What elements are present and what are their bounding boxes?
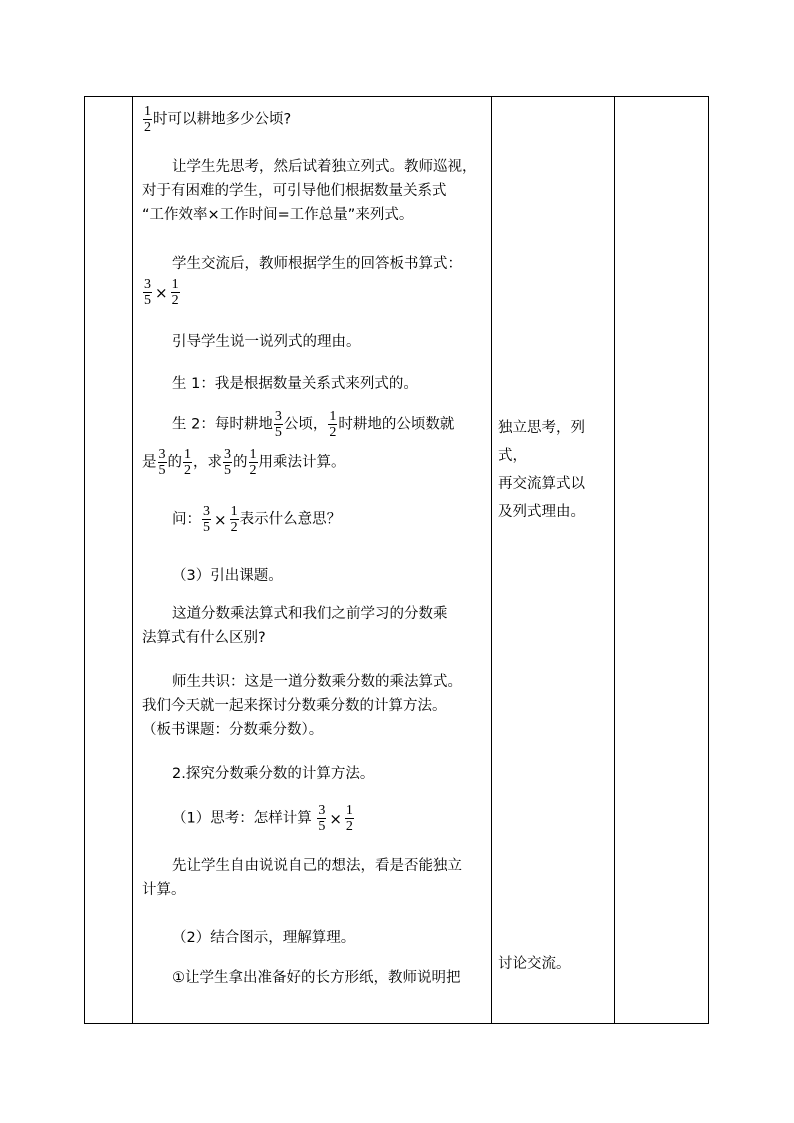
free-discussion-paragraph: 先让学生自由说说自己的想法，看是否能独立 计算。 [142, 858, 462, 898]
think-step: （1）思考：怎样计算 $\frac{3}{5}$ × $\frac{1}{2}$ [172, 803, 353, 834]
step-3-heading: （3）引出课题。 [172, 568, 283, 584]
board-formula: $\frac{3}{5}$ × $\frac{1}{2}$ [144, 277, 179, 308]
question-continuation: $\frac{1}{2}$ 时可以耕地多少公顷? [144, 104, 292, 135]
fraction: $\frac{1}{2}$ [230, 504, 238, 535]
paper-activity: ①让学生拿出准备好的长方形纸，教师说明把 [172, 970, 461, 986]
fraction: $\frac{1}{2}$ [345, 803, 353, 834]
fraction: $\frac{3}{5}$ [274, 409, 282, 440]
column-divider [614, 97, 615, 1023]
student-2-answer-line1: 生 2：每时耕地 $\frac{3}{5}$ 公顷， $\frac{1}{2}$ 时耕地的公顷数就 [172, 409, 455, 440]
teaching-process-cell [134, 97, 491, 1023]
fraction: $\frac{3}{5}$ [318, 803, 326, 834]
fraction: $\frac{3}{5}$ [224, 447, 231, 478]
fraction: $\frac{3}{5}$ [203, 504, 210, 535]
step-2-heading: （2）结合图示，理解算理。 [172, 930, 356, 946]
lesson-plan-table [84, 96, 709, 1024]
fraction: $\frac{1}{2}$ [171, 277, 179, 308]
consensus-paragraph: 师生共识：这是一道分数乘分数的乘法算式。 我们今天就一起来探讨分数乘分数的计算方法。 （板书课题：分数乘分数）。 [142, 674, 462, 738]
fraction: $\frac{3}{5}$ [158, 447, 166, 478]
activity-note: 独立思考，列式， 再交流算式以 及列式理由。 [498, 420, 585, 520]
board-formula-intro: 学生交流后，教师根据学生的回答板书算式： [172, 256, 462, 272]
fraction: $\frac{1}{2}$ [144, 104, 151, 135]
section-2-heading: 2.探究分数乘分数的计算方法。 [172, 766, 375, 782]
fraction: $\frac{3}{5}$ [144, 277, 151, 308]
reason-prompt: 引导学生说一说列式的理由。 [172, 334, 361, 350]
meaning-question: 问： $\frac{3}{5}$ × $\frac{1}{2}$ 表示什么意思？ [172, 504, 342, 535]
fraction: $\frac{1}{2}$ [184, 447, 191, 478]
activity-note: 讨论交流。 [498, 956, 571, 972]
student-activity-cell [492, 97, 614, 1023]
instruction-paragraph: 让学生先思考，然后试着独立列式。教师巡视， 对于有困难的学生，可引导他们根据数量关系式 “工作效率×工作时间=工作总量”来列式。 [142, 159, 477, 223]
difference-question: 这道分数乘法算式和我们之前学习的分数乘 法算式有什么区别? [142, 606, 448, 646]
fraction: $\frac{1}{2}$ [329, 409, 337, 440]
student-1-answer: 生 1：我是根据数量关系式来列式的。 [172, 376, 418, 392]
student-2-answer-line2: 是 $\frac{3}{5}$ 的 $\frac{1}{2}$ ，求 $\frac{3}{5}$ 的 $\frac{1}{2}$ 用乘法计算。 [142, 447, 346, 478]
fraction: $\frac{1}{2}$ [249, 447, 257, 478]
column-divider [132, 97, 133, 1023]
